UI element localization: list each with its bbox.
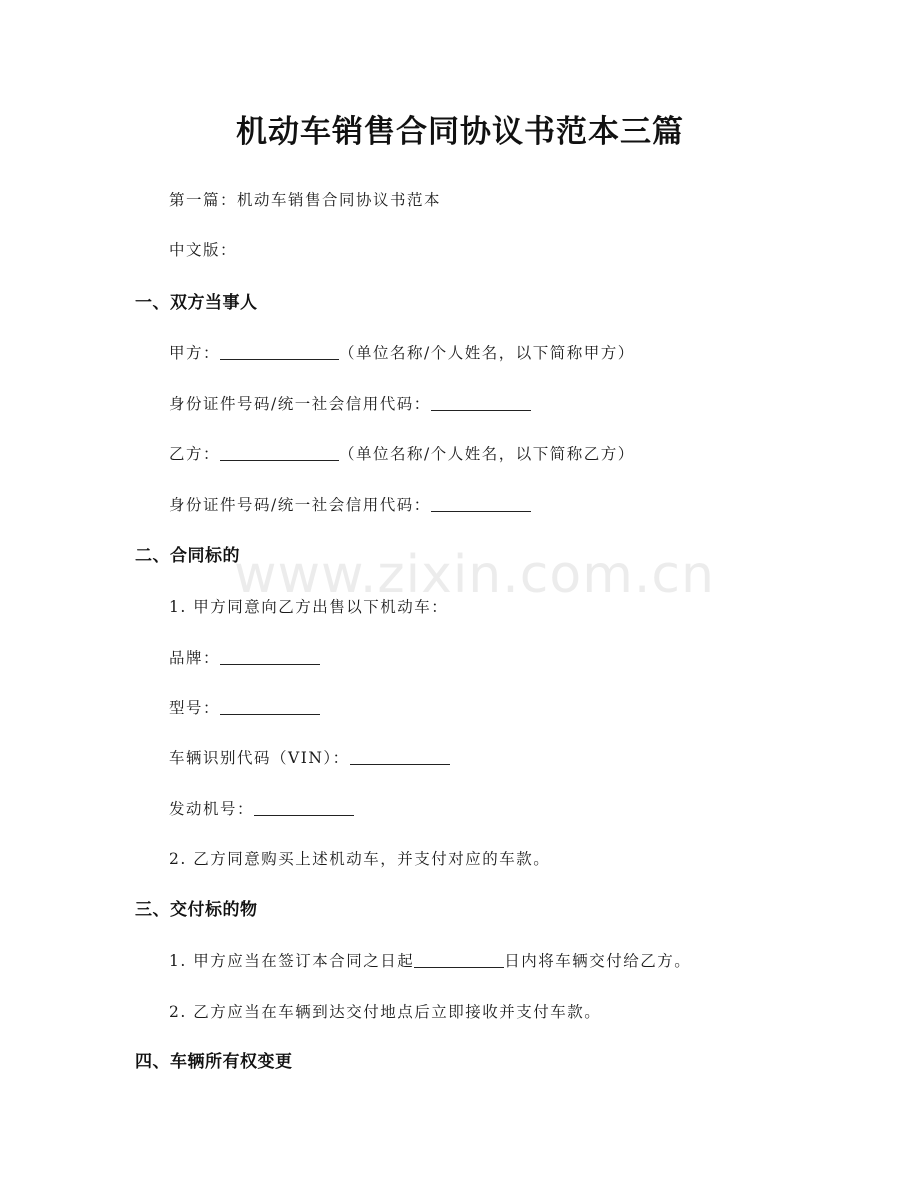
party-a-label: 甲方： [169,344,221,362]
party-b-id-line [169,493,531,517]
engine-label: 发动机号： [169,800,255,818]
vin-blank [350,747,450,765]
party-a-id-blank [431,393,531,411]
party-b-line [169,442,635,466]
delivery-item-1 [169,949,691,973]
section-heading-parties: 一、双方当事人 [135,293,258,313]
subject-item-2: 2. 乙方同意购买上述机动车，并支付对应的车款。 [169,850,551,868]
watermark: www.zixin.com.cn [234,545,715,605]
chapter-heading: 第一篇：机动车销售合同协议书范本 [169,191,442,209]
party-a-id-label: 身份证件号码/统一社会信用代码： [169,395,431,413]
engine-blank [254,798,354,816]
delivery-item-1-post: 日内将车辆交付给乙方。 [504,952,692,970]
section-heading-subject: 二、合同标的 [135,546,240,566]
party-a-id-line [169,392,531,416]
engine-line [169,797,354,821]
party-a-line [169,341,635,365]
model-blank [220,697,320,715]
subject-item-1: 1. 甲方同意向乙方出售以下机动车： [169,598,449,616]
document-title: 机动车销售合同协议书范本三篇 [236,114,684,150]
party-a-note: （单位名称/个人姓名，以下简称甲方） [339,344,635,362]
version-label: 中文版： [169,241,238,259]
delivery-days-blank [414,950,504,968]
party-b-blank [220,443,339,461]
vin-line [169,746,450,770]
party-b-note: （单位名称/个人姓名，以下简称乙方） [339,445,635,463]
delivery-item-1-pre: 1. 甲方应当在签订本合同之日起 [169,952,415,970]
section-heading-ownership: 四、车辆所有权变更 [135,1052,293,1072]
model-line [169,696,320,720]
brand-blank [220,647,320,665]
section-heading-delivery: 三、交付标的物 [135,900,258,920]
brand-line [169,646,320,670]
party-b-id-label: 身份证件号码/统一社会信用代码： [169,496,431,514]
delivery-item-2: 2. 乙方应当在车辆到达交付地点后立即接收并支付车款。 [169,1003,602,1021]
brand-label: 品牌： [169,649,221,667]
vin-label: 车辆识别代码（VIN）： [169,749,350,767]
model-label: 型号： [169,699,221,717]
party-a-blank [220,342,339,360]
party-b-id-blank [431,494,531,512]
party-b-label: 乙方： [169,445,221,463]
